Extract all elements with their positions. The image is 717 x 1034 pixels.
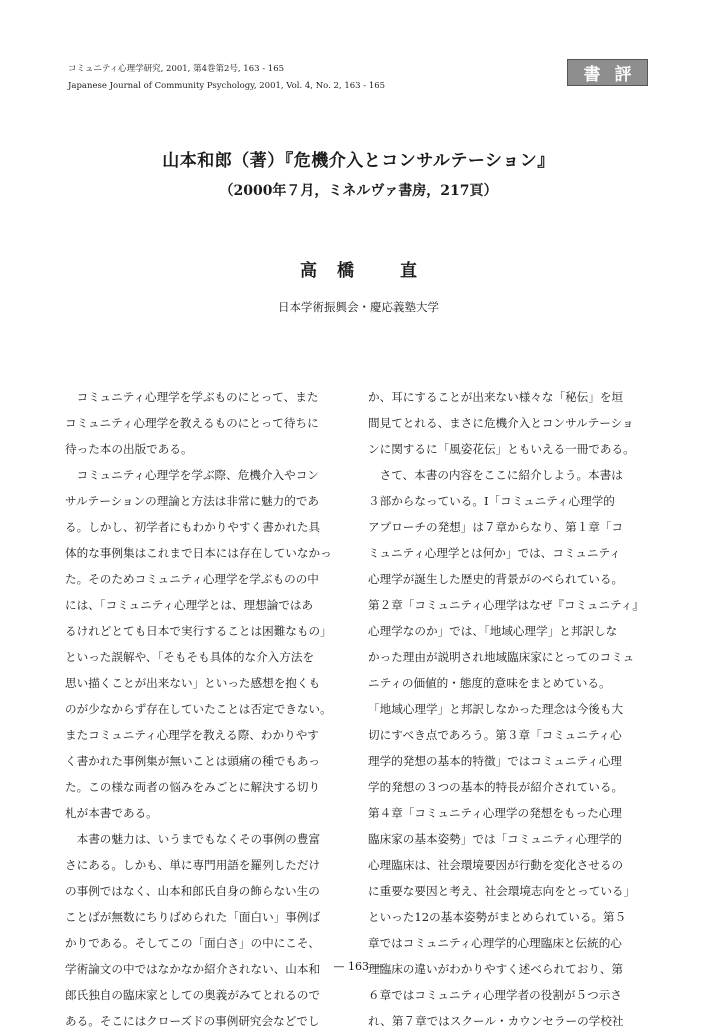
body-text-line: ミュニティ心理学とは何か」では、コミュニティ	[368, 546, 621, 560]
section-badge-label: 書評	[583, 65, 646, 85]
journal-citation-ja: コミュニティ心理学研究, 2001, 第4巻第2号, 163 - 165	[68, 64, 285, 74]
body-text-line: ニティの価値的・態度的意味をまとめている。	[368, 676, 611, 690]
section-badge	[567, 59, 648, 86]
reviewer-affiliation: 日本学術振興会・慶応義塾大学	[278, 300, 439, 314]
body-text-line: るけれどとても日本で実行することは困難なもの」	[65, 624, 332, 638]
body-text-line: 体的な事例集はこれまで日本には存在していなかっ	[65, 546, 332, 560]
body-text-line: か、耳にすることが出来ない様々な「秘伝」を垣	[368, 390, 624, 404]
body-text-line: 心理学が誕生した歴史的背景がのべられている。	[368, 572, 624, 586]
body-text-line: さて、本書の内容をここに紹介しよう。本書は	[368, 468, 623, 482]
body-text-line: コミュニティ心理学を学ぶものにとって、また	[65, 390, 319, 404]
body-text-line: ある。そこにはクローズドの事例研究会などでし	[65, 1014, 320, 1028]
body-text-line: かりである。そしてこの「面白さ」の中にこそ、	[65, 936, 320, 950]
reviewer-name: 高橋 直	[300, 261, 437, 281]
journal-citation-en: Japanese Journal of Community Psychology, 2001, Vol. 4, No. 2, 163 - 165	[68, 81, 386, 91]
body-text-line: コミュニティ心理学を教えるものにとって待ちに	[65, 416, 319, 430]
body-text-line: ６章ではコミュニティ心理学者の役割が５つ示さ	[368, 988, 622, 1002]
body-text-line: かった理由が説明され地域臨床家にとってのコミュ	[368, 650, 635, 664]
body-text-line: に重要な要因と考え、社会環境志向をとっている」	[368, 884, 636, 898]
body-text-line: アプローチの発想」は７章からなり、第１章「コ	[368, 520, 624, 534]
body-text-line: 学的発想の３つの基本的特長が紹介されている。	[368, 780, 624, 794]
body-column-right	[368, 384, 650, 1034]
body-text-line: 章ではコミュニティ心理学的心理臨床と伝統的心	[368, 936, 622, 950]
body-text-line: といった誤解や、「そもそも具体的な介入方法を	[65, 650, 315, 664]
page-number: — 163 —	[333, 960, 384, 973]
body-text-line: またコミュニティ心理学を教える際、わかりやす	[65, 728, 319, 742]
body-text-line: た。この様な両者の悩みをみごとに解決する切り	[65, 780, 321, 794]
body-text-line: く書かれた事例集が無いことは頭痛の種でもあっ	[65, 754, 320, 768]
body-text-line: ３部からなっている。Ⅰ「コミュニティ心理学的	[368, 494, 615, 508]
body-text-line: 思い描くことが出来ない」といった感想を抱くも	[65, 676, 321, 690]
body-text-line: 切にすべき点であろう。第３章「コミュニティ心	[368, 728, 622, 742]
body-text-line: には、「コミュニティ心理学とは、理想論ではあ	[65, 598, 314, 612]
body-text-line: 待った本の出版である。	[65, 442, 193, 456]
body-text-line: 郎氏独自の臨床家としての奥義がみてとれるので	[65, 988, 321, 1002]
body-text-line: た。そのためコミュニティ心理学を学ぶものの中	[65, 572, 319, 586]
body-text-line: 学術論文の中ではなかなか紹介されない、山本和	[65, 962, 321, 976]
body-text-line: コミュニティ心理学を学ぶ際、危機介入やコン	[65, 468, 319, 482]
body-text-line: 心理臨床は、社会環境要因が行動を変化させるの	[368, 858, 624, 872]
body-text-line: 「地域心理学」と邦訳しなかった理念は今後も大	[368, 702, 624, 716]
body-text-line: 理学的発想の基本的特徴」ではコミュニティ心理	[368, 754, 622, 768]
body-column-left	[65, 384, 347, 1034]
body-text-line: る。しかし、初学者にもわかりやすく書かれた具	[65, 520, 321, 534]
body-text-line: さにある。しかも、単に専門用語を羅列しただけ	[65, 858, 321, 872]
article-title: 山本和郎（著）『危機介入とコンサルテーション』	[162, 151, 555, 171]
body-text-line: 第４章「コミュニティ心理学の発想をもった心理	[368, 806, 622, 820]
body-text-line: 理臨床の違いがわかりやすく述べられており、第	[368, 962, 624, 976]
book-details: （2000年７月，ミネルヴァ書房，217頁）	[219, 183, 498, 199]
body-text-line: ンに関するに「風姿花伝」ともいえる一冊である。	[368, 442, 635, 456]
body-text-line: の事例ではなく、山本和郎氏自身の飾らない生の	[65, 884, 320, 898]
body-text-line: といった12の基本姿勢がまとめられている。第５	[368, 910, 627, 924]
body-text-line: 本書の魅力は、いうまでもなくその事例の豊富	[65, 832, 321, 846]
body-text-line: れ、第７章ではスクール・カウンセラーの学校社	[368, 1014, 624, 1028]
body-text-line: 心理学なのか」では、「地域心理学」と邦訳しな	[368, 624, 618, 638]
body-text-line: 間見てとれる、まさに危機介入とコンサルテーショ	[368, 416, 634, 430]
body-text-line: 第２章「コミュニティ心理学はなぜ『コミュニティ』	[368, 598, 644, 612]
body-text-line: サルテーションの理論と方法は非常に魅力的であ	[65, 494, 320, 508]
body-text-line: ことばが無数にちりばめられた「面白い」事例ば	[65, 910, 321, 924]
body-text-line: のが少なからず存在していたことは否定できない。	[65, 702, 332, 716]
body-text-line: 臨床家の基本姿勢」では「コミュニティ心理学的	[368, 832, 622, 846]
body-text-line: 札が本書である。	[65, 806, 158, 820]
